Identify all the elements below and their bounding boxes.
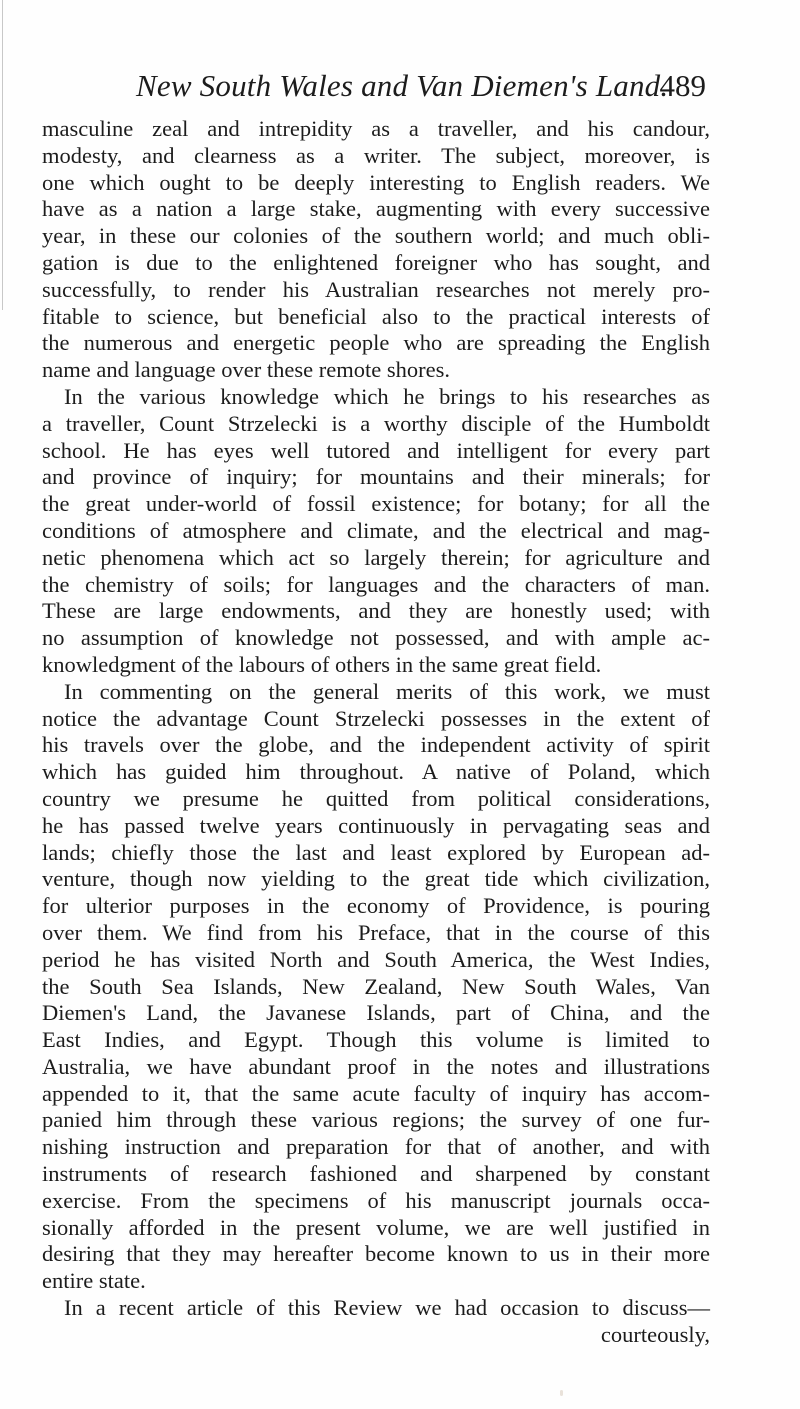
text-line: netic phenomena which act so largely therein; for agriculture and	[42, 544, 710, 570]
text-line: gation is due to the enlightened foreigner who has sought, and	[42, 249, 710, 275]
text-line: knowledgment of the labours of others in the same great field.	[42, 651, 602, 677]
paragraph-start-line: In a recent article of this Review we had occasion to discuss—	[64, 1295, 710, 1321]
text-line: no assumption of knowledge not possessed, and with ample ac-	[42, 625, 710, 651]
text-line: desiring that they may hereafter become known to us in their more	[42, 1241, 710, 1267]
text-line: instruments of research fashioned and sharpened by constant	[42, 1161, 710, 1187]
page-header	[0, 68, 800, 108]
text-line: over them. We find from his Preface, that in the course of this	[42, 919, 710, 945]
text-line: country we presume he quitted from political considerations,	[42, 785, 710, 811]
text-line: nishing instruction and preparation for that of another, and with	[42, 1134, 710, 1160]
text-line: the South Sea Islands, New Zealand, New South Wales, Van	[42, 973, 710, 999]
text-line: name and language over these remote shores.	[42, 357, 450, 383]
text-line: the great under-world of fossil existence; for botany; for all the	[42, 491, 710, 517]
text-line: school. He has eyes well tutored and intelligent for every part	[42, 437, 710, 463]
text-line: for ulterior purposes in the economy of Providence, is pouring	[42, 893, 710, 919]
text-line: notice the advantage Count Strzelecki possesses in the extent of	[42, 705, 710, 731]
text-line: the numerous and energetic people who are spreading the English	[42, 330, 710, 356]
page-number: 489	[659, 68, 706, 103]
text-line: a traveller, Count Strzelecki is a worthy disciple of the Humboldt	[42, 410, 710, 436]
text-line: entire state.	[42, 1268, 146, 1294]
text-line: which has guided him throughout. A native of Poland, which	[42, 759, 710, 785]
text-line: and province of inquiry; for mountains and their minerals; for	[42, 464, 710, 490]
text-line: his travels over the globe, and the independent activity of spirit	[42, 732, 710, 758]
text-line: appended to it, that the same acute faculty of inquiry has accom-	[42, 1080, 710, 1106]
text-line: sionally afforded in the present volume, we are well justified in	[42, 1214, 710, 1240]
text-line: have as a nation a large stake, augmenting with every successive	[42, 196, 710, 222]
text-line: period he has visited North and South America, the West Indies,	[42, 946, 710, 972]
text-line: masculine zeal and intrepidity as a traveller, and his candour,	[42, 116, 710, 141]
text-line: the chemistry of soils; for languages and the characters of man.	[42, 571, 710, 597]
text-line: year, in these our colonies of the southern world; and much obli-	[42, 223, 710, 249]
paper-speck	[560, 1390, 563, 1396]
catchword-line: courteously,	[600, 1321, 710, 1347]
text-line: Diemen's Land, the Javanese Islands, part of China, and the	[42, 1000, 710, 1026]
text-line: Australia, we have abundant proof in the notes and illustrations	[42, 1053, 710, 1079]
text-line: fitable to science, but beneficial also to the practical interests of	[42, 303, 710, 329]
text-line: venture, though now yielding to the great tide which civilization,	[42, 866, 710, 892]
text-line: panied him through these various regions; the survey of one fur-	[42, 1107, 710, 1133]
text-line: he has passed twelve years continuously in pervagating seas and	[42, 812, 710, 838]
paragraph-start-line: In the various knowledge which he brings to his researches as	[64, 383, 710, 409]
text-line: one which ought to be deeply interesting to English readers. We	[42, 169, 710, 195]
paragraph-start-line: In commenting on the general merits of this work, we must	[64, 678, 710, 704]
text-line: East Indies, and Egypt. Though this volume is limited to	[42, 1027, 710, 1053]
running-title: New South Wales and Van Diemen's Land.	[136, 68, 669, 103]
text-line: exercise. From the specimens of his manuscript journals occa-	[42, 1187, 710, 1213]
text-line: conditions of atmosphere and climate, and the electrical and mag-	[42, 517, 710, 543]
text-line: modesty, and clearness as a writer. The subject, moreover, is	[42, 142, 710, 168]
text-line: lands; chiefly those the last and least explored by European ad-	[42, 839, 710, 865]
text-line: successfully, to render his Australian researches not merely pro-	[42, 276, 710, 302]
page-edge-rule	[2, 0, 3, 310]
body-text	[42, 116, 710, 1349]
text-line: These are large endowments, and they are honestly used; with	[42, 598, 710, 624]
